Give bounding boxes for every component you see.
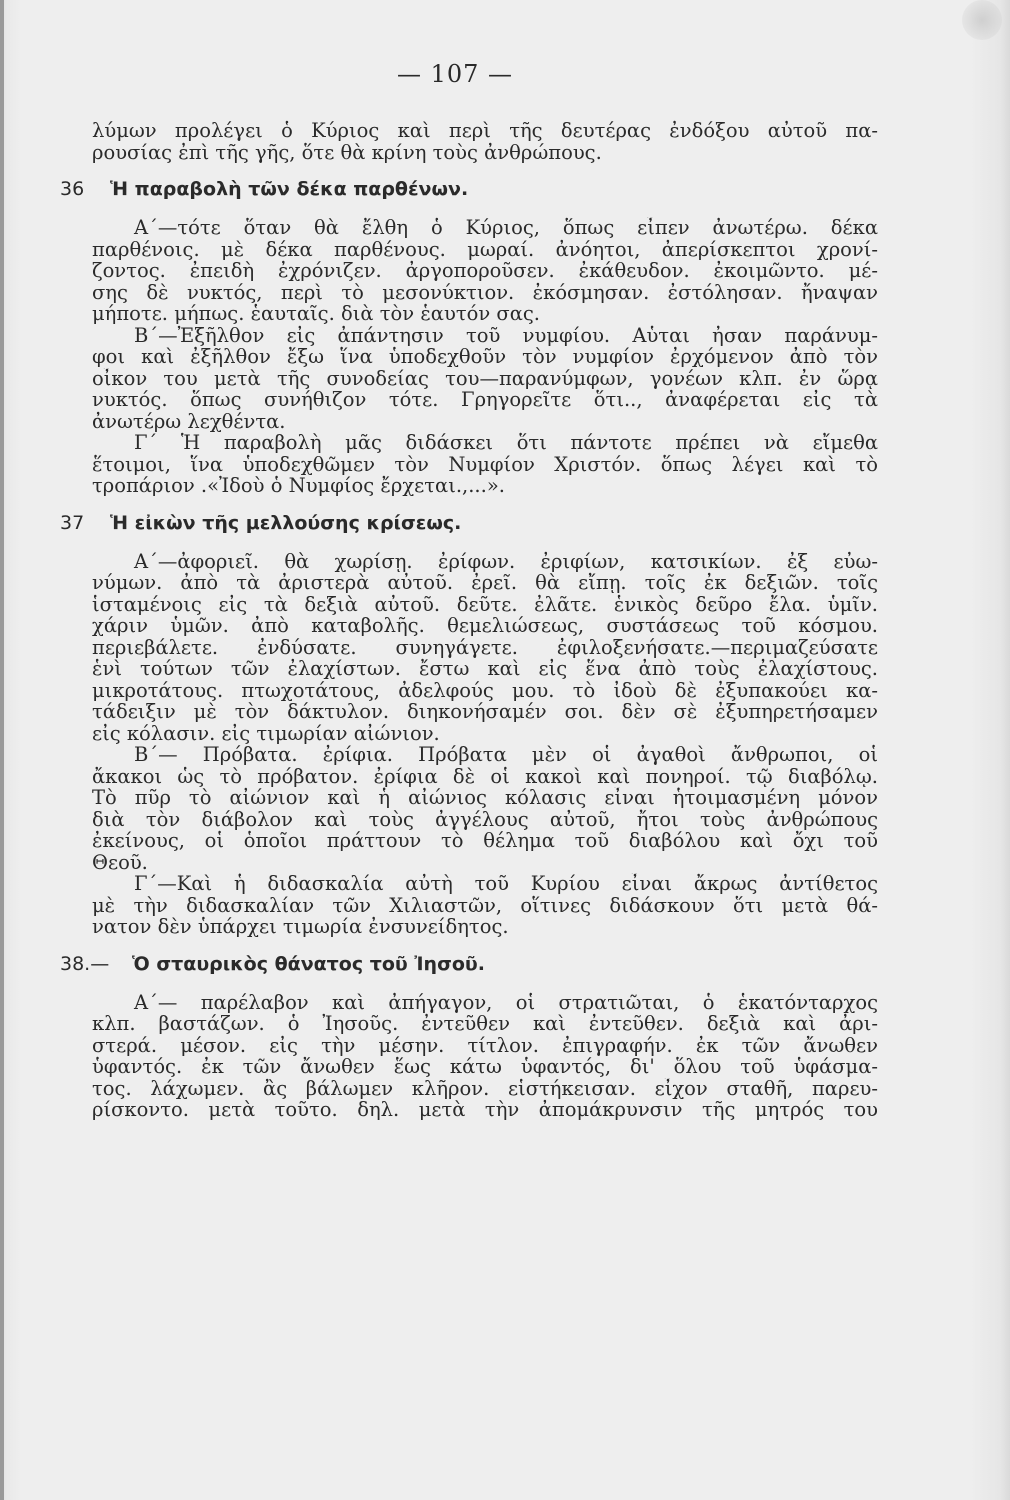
section-title: Ἡ εἰκὼν τῆς μελλούσης κρίσεως. bbox=[110, 511, 462, 534]
section-heading-38 bbox=[60, 952, 878, 976]
text-line: ἑνὶ τούτων τῶν ἐλαχίστων. ἔστω καὶ εἰς ἕνα ἀπὸ τοὺς ἐλαχίστους. bbox=[92, 658, 878, 680]
text-line: μικροτάτους. πτωχοτάτους, ἀδελφούς μου. τὸ ἰδοὺ δὲ ἐξυπακούει κα- bbox=[92, 679, 878, 701]
text-line: λύμων προλέγει ὁ Κύριος καὶ περὶ τῆς δευτέρας ἐνδόξου αὐτοῦ πα- bbox=[92, 120, 878, 142]
text-line: ἄκακοι ὡς τὸ πρόβατον. ἐρίφια δὲ οἱ κακοὶ καὶ πονηροί. τῷ διαβόλῳ. bbox=[92, 765, 878, 787]
text-line: ζοντος. ἐπειδὴ ἐχρόνιζεν. ἀργοποροῦσεν. ἐκάθευδον. ἐκοιμῶντο. μέ- bbox=[92, 260, 878, 282]
text-line: ἀνωτέρω λεχθέντα. bbox=[92, 410, 286, 432]
section-title: Ἡ παραβολὴ τῶν δέκα παρθένων. bbox=[110, 178, 469, 200]
section-37-paragraph-c bbox=[92, 873, 878, 938]
section-36-paragraph-a bbox=[92, 217, 878, 325]
page-number: — 107 — bbox=[396, 60, 514, 88]
text-line: τάδειξιν μὲ τὸν δάκτυλον. διηκονήσαμέν σοι. δὲν σὲ ἐξυπηρετήσαμεν bbox=[92, 701, 878, 723]
paper-stain bbox=[962, 0, 1002, 40]
text-line: Β΄— Πρόβατα. ἐρίφια. Πρόβατα μὲν οἱ ἀγαθοὶ ἄνθρωποι, οἱ bbox=[134, 744, 878, 766]
text-line: νύμων. ἀπὸ τὰ ἀριστερὰ αὐτοῦ. ἐρεῖ. θὰ εἴπῃ. τοῖς ἐκ δεξιῶν. τοῖς bbox=[92, 572, 878, 594]
section-number: 38.— bbox=[60, 952, 110, 975]
text-line: στερά. μέσον. εἰς τὴν μέσην. τίτλον. ἐπιγραφήν. ἐκ τῶν ἄνωθεν bbox=[92, 1034, 878, 1056]
section-36-paragraph-b bbox=[92, 325, 878, 433]
text-line: χάριν ὑμῶν. ἀπὸ καταβολῆς. θεμελιώσεως, συστάσεως τοῦ κόσμου. bbox=[92, 615, 878, 637]
intro-paragraph bbox=[92, 120, 878, 163]
section-heading-36 bbox=[60, 177, 878, 201]
text-line: ρουσίας ἐπὶ τῆς γῆς, ὅτε θὰ κρίνη τοὺς ἀνθρώπους. bbox=[92, 141, 602, 163]
page-text bbox=[60, 120, 878, 1121]
text-line: Β΄—Ἐξῆλθον εἰς ἀπάντησιν τοῦ νυμφίου. Αὗται ἦσαν παράνυμ- bbox=[134, 324, 878, 346]
text-line: νατον δὲν ὑπάρχει τιμωρία ἐνσυνείδητος. bbox=[92, 916, 509, 938]
text-line: Α΄—ἀφοριεῖ. θὰ χωρίσῃ. ἐρίφων. ἐριφίων, κατσικίων. ἐξ εὐω- bbox=[134, 550, 878, 572]
text-line: ἱσταμένοις εἰς τὰ δεξιὰ αὐτοῦ. δεῦτε. ἐλᾶτε. ἑνικὸς δεῦρο ἔλα. ὑμῖν. bbox=[92, 593, 878, 615]
section-36-paragraph-c bbox=[92, 432, 878, 497]
text-line: Α΄— παρέλαβον καὶ ἀπήγαγον, οἱ στρατιῶται, ὁ ἑκατόνταρχος bbox=[134, 991, 878, 1013]
section-heading-37 bbox=[60, 511, 878, 535]
text-line: Α΄—τότε ὅταν θὰ ἔλθη ὁ Κύριος, ὅπως εἶπεν ἀνωτέρω. δέκα bbox=[134, 217, 878, 239]
text-line: Θεοῦ. bbox=[92, 851, 148, 873]
section-38-paragraph-a bbox=[92, 992, 878, 1121]
text-line: μὲ τὴν διδασκαλίαν τῶν Χιλιαστῶν, οἵτινες διδάσκουν ὅτι μετὰ θά- bbox=[92, 894, 878, 916]
text-line: τροπάριον .«Ἰδοὺ ὁ Νυμφίος ἔρχεται.,...». bbox=[92, 475, 505, 497]
binding-edge bbox=[0, 0, 4, 1500]
text-line: σης δὲ νυκτός, περὶ τὸ μεσονύκτιον. ἐκόσμησαν. ἐστόλησαν. ἤναψαν bbox=[92, 281, 878, 303]
text-line: διὰ τὸν διάβολον καὶ τοὺς ἀγγέλους αὐτοῦ, ἤτοι τοὺς ἀνθρώπους bbox=[92, 808, 878, 830]
text-line: εἰς κόλασιν. εἰς τιμωρίαν αἰώνιον. bbox=[92, 722, 440, 744]
section-37-paragraph-a bbox=[92, 551, 878, 745]
section-37-paragraph-b bbox=[92, 744, 878, 873]
section-number: 36 bbox=[60, 178, 85, 200]
text-line: Τὸ πῦρ τὸ αἰώνιον καὶ ἡ αἰώνιος κόλασις εἶναι ἡτοιμασμένη μόνον bbox=[92, 787, 878, 809]
text-line: μήποτε. μήπως. ἑαυταῖς. διὰ τὸν ἑαυτόν σας. bbox=[92, 303, 540, 325]
text-line: ρίσκοντο. μετὰ τοῦτο. δηλ. μετὰ τὴν ἀπομάκρυνσιν τῆς μητρός του bbox=[92, 1099, 878, 1121]
text-line: ἐκείνους, οἱ ὁποῖοι πράττουν τὸ θέλημα τοῦ διαβόλου καὶ ὄχι τοῦ bbox=[92, 830, 878, 852]
text-line: περιεβάλετε. ἐνδύσατε. συνηγάγετε. ἐφιλοξενήσατε.—περιμαζεύσατε bbox=[92, 636, 878, 658]
text-line: φοι καὶ ἐξῆλθον ἔξω ἵνα ὑποδεχθοῦν τὸν νυμφίον ἐρχόμενον ἀπὸ τὸν bbox=[92, 346, 878, 368]
text-line: τος. λάχωμεν. ἂς βάλωμεν κλῆρον. εἱστήκεισαν. εἶχον σταθῆ, παρευ- bbox=[92, 1077, 878, 1099]
text-line: παρθένοις. μὲ δέκα παρθένους. μωραί. ἀνόητοι, ἀπερίσκεπτοι χρονί- bbox=[92, 238, 878, 260]
text-line: νυκτός. ὅπως συνήθιζον τότε. Γρηγορεῖτε ὅτι.., ἀναφέρεται εἰς τὰ bbox=[92, 389, 878, 411]
text-line: Γ΄ Ἡ παραβολὴ μᾶς διδάσκει ὅτι πάντοτε πρέπει νὰ εἴμεθα bbox=[134, 432, 878, 454]
text-line: Γ΄—Καὶ ἡ διδασκαλία αὐτὴ τοῦ Κυρίου εἶναι ἄκρως ἀντίθετος bbox=[134, 873, 878, 895]
section-number: 37 bbox=[60, 511, 85, 534]
text-line: ὑφαντός. ἐκ τῶν ἄνωθεν ἕως κάτω ὑφαντός, δι' ὅλου τοῦ ὑφάσμα- bbox=[92, 1056, 878, 1078]
section-title: Ὁ σταυρικὸς θάνατος τοῦ Ἰησοῦ. bbox=[132, 952, 485, 975]
text-line: κλπ. βαστάζων. ὁ Ἰησοῦς. ἐντεῦθεν καὶ ἐντεῦθεν. δεξιὰ καὶ ἀρι- bbox=[92, 1013, 878, 1035]
text-line: ἕτοιμοι, ἵνα ὑποδεχθῶμεν τὸν Νυμφίον Χριστόν. ὅπως λέγει καὶ τὸ bbox=[92, 453, 878, 475]
text-line: οἶκον του μετὰ τῆς συνοδείας του—παρανύμφων, γονέων κλπ. ἐν ὥρᾳ bbox=[92, 367, 878, 389]
